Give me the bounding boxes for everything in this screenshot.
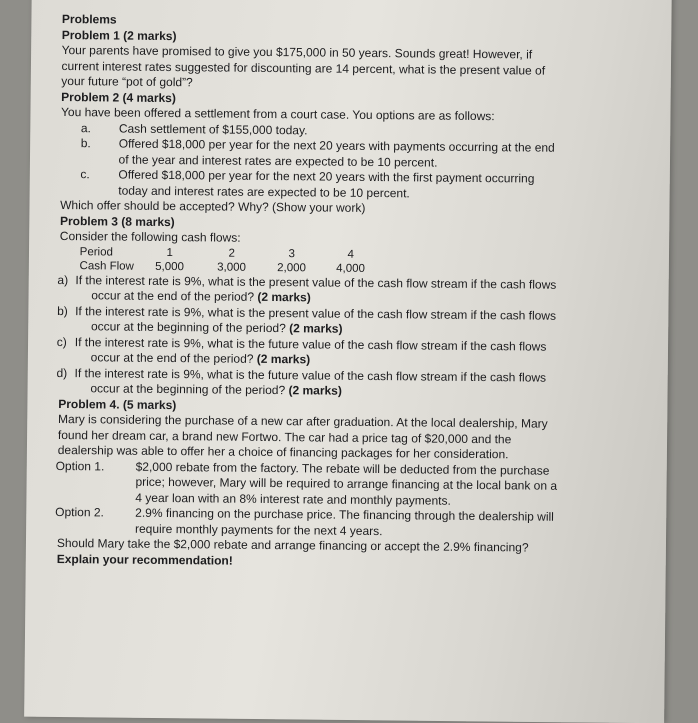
option-a-text: Cash settlement of $155,000 today.: [118, 121, 308, 137]
problem-4-text: found her dream car, a brand new Fortwo. The car had a price tag of $20,000 and the: [57, 427, 512, 446]
table-cell: 4: [347, 248, 354, 261]
problem-4-explain: Explain your recommendation!: [56, 551, 233, 568]
table-cell: 3,000: [217, 261, 247, 274]
page-title: Problems: [61, 12, 117, 27]
table-cell: 2,000: [277, 261, 307, 274]
problem-1-heading: Problem 1 (2 marks): [61, 27, 177, 43]
problem-1-text: current interest rates suggested for discounting are 14 percent, what is the present value of: [61, 58, 546, 78]
option-b-text: of the year and interest rates are expected to be 10 percent.: [118, 152, 438, 170]
question-a-text: occur at the end of the period?: [91, 288, 255, 304]
cash-flow-table: [79, 245, 389, 276]
problem-2-intro: You have been offered a settlement from a court case. You options are as follows:: [60, 104, 495, 124]
problem-4-text: Mary is considering the purchase of a new car after graduation. At the local dealership, Mary: [58, 411, 548, 431]
question-b-label: b): [57, 303, 68, 318]
option-1-text: price; however, Mary will be required to arrange financing at the local bank on a: [135, 474, 558, 493]
table-cell: 1: [166, 246, 173, 259]
problem-1-text: Your parents have promised to give you $175,000 in 50 years. Sounds great! However, if: [61, 42, 533, 62]
option-b-text: Offered $18,000 per year for the next 20 years with payments occurring at the end: [118, 136, 555, 155]
question-c-label: c): [56, 334, 67, 349]
question-d: [58, 365, 618, 401]
question-a-marks: (2 marks): [257, 289, 311, 305]
question-d-text: If the interest rate is 9%, what is the future value of the cash flow stream if the cash flows: [74, 365, 547, 385]
question-c-marks: (2 marks): [256, 351, 311, 367]
option-2-text: 2.9% financing on the purchase price. The financing through the dealership will: [135, 505, 554, 524]
question-b-marks: (2 marks): [289, 321, 343, 336]
option-1-text: $2,000 rebate from the factory. The rebate will be deducted from the purchase: [135, 459, 550, 478]
table-cell: 4,000: [336, 262, 366, 275]
question-d-label: d): [56, 365, 68, 380]
option-b-label: b.: [80, 136, 91, 151]
problem-2-heading: Problem 2 (4 marks): [61, 89, 176, 105]
problem-3-intro: Consider the following cash flows:: [59, 228, 241, 245]
option-1-label: Option 1.: [55, 458, 105, 473]
question-a-text: If the interest rate is 9%, what is the present value of the cash flow stream if the cash flows: [75, 272, 557, 292]
option-1: [57, 458, 617, 510]
table-cell: 2: [228, 247, 235, 260]
question-b-text: If the interest rate is 9%, what is the present value of the cash flow stream if the cash flows: [75, 303, 557, 323]
question-a-label: a): [57, 272, 69, 287]
problem-4-heading: Problem 4. (5 marks): [58, 396, 177, 412]
table-cell: 3: [288, 247, 295, 260]
table-cell: 5,000: [155, 260, 185, 273]
problem-3-heading: Problem 3 (8 marks): [59, 213, 175, 229]
option-2-label: Option 2.: [55, 504, 104, 520]
option-1-text: 4 year loan with an 8% interest rate and monthly payments.: [135, 490, 451, 508]
question-d-text: occur at the beginning of the period?: [90, 381, 286, 398]
table-cell: Period: [79, 245, 114, 258]
question-d-marks: (2 marks): [288, 383, 342, 398]
question-c-text: If the interest rate is 9%, what is the future value of the cash flow stream if the cash flows: [74, 334, 547, 354]
option-c-text: today and interest rates are expected to be 10 percent.: [118, 183, 410, 200]
option-a-label: a.: [80, 120, 91, 135]
table-cell: Cash Flow: [79, 259, 134, 273]
option-c-label: c.: [80, 167, 90, 182]
document-body: [57, 12, 622, 572]
question-b-text: occur at the beginning of the period?: [90, 319, 286, 336]
question-c-text: occur at the end of the period?: [90, 350, 254, 366]
option-c-text: Offered $18,000 per year for the next 20 years with the first payment occurring: [118, 167, 535, 186]
problem-4-question: Should Mary take the $2,000 rebate and arrange financing or accept the 2.9% financing?: [56, 535, 529, 555]
option-c: [60, 167, 620, 203]
problem-4-text: dealership was able to offer her a choice of financing packages for her consideration.: [57, 442, 509, 462]
problem-1-text: your future “pot of gold”?: [61, 73, 193, 90]
problem-2-question: Which offer should be accepted? Why? (Show your work): [60, 197, 366, 215]
option-2: [57, 505, 617, 541]
option-2-text: require monthly payments for the next 4 years.: [134, 521, 383, 538]
